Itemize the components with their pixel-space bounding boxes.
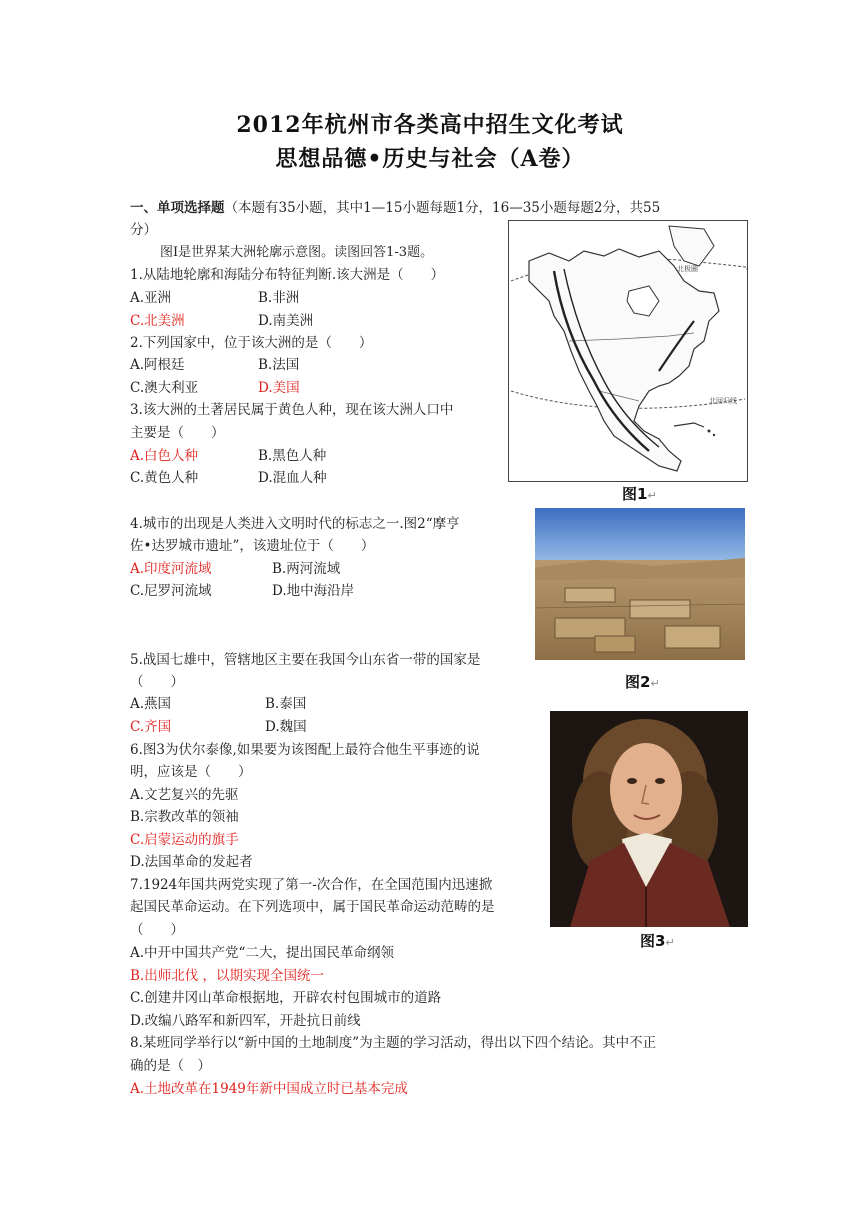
option: D.法国革命的发起者 — [130, 854, 253, 870]
option: C.创建井冈山革命根据地，开辟农村包围城市的道路 — [130, 990, 442, 1006]
question-stem: 8.某班同学举行以“新中国的土地制度”为主题的学习活动，得出以下四个结论。其中不正 — [130, 1035, 657, 1051]
figure-2-ruins-photo — [535, 508, 745, 660]
option: A.中开中国共产党“二大，提出国民革命纲领 — [130, 945, 394, 961]
option: B.非洲 — [258, 290, 300, 306]
option: A.文艺复兴的先驱 — [130, 787, 239, 803]
option: B.宗教改革的领袖 — [130, 809, 239, 825]
question-stem: 3.该大洲的土著居民属于黄色人种，现在该大洲人口中 — [130, 402, 454, 418]
option: A.亚洲 — [130, 290, 172, 306]
instructions-continued: 分） — [130, 222, 157, 238]
figure-3-voltaire-portrait — [550, 711, 748, 927]
section-instructions — [130, 197, 660, 219]
question-stem: （ ） — [130, 922, 184, 938]
option-correct: A.白色人种 — [130, 448, 199, 464]
figure-1-caption: 图1↵ — [622, 485, 657, 503]
option-correct: D.美国 — [258, 380, 300, 396]
tropic-label: 北回归线 — [709, 397, 737, 405]
option: C.黄色人种 — [130, 470, 199, 486]
portrait-icon — [550, 711, 748, 927]
question-stem: 2.下列国家中，位于该大洲的是（ ） — [130, 335, 373, 351]
question-stem: 确的是（ ） — [130, 1058, 211, 1074]
option: A.燕国 — [130, 696, 172, 712]
option: D.混血人种 — [258, 470, 327, 486]
option-correct: C.北美洲 — [130, 313, 185, 329]
question-stem: 7.1924年国共两党实现了第一-次合作，在全国范围内迅速掀 — [130, 877, 493, 893]
north-america-map-icon — [509, 221, 747, 481]
option: B.两河流域 — [272, 561, 341, 577]
question-intro: 图Ⅰ是世界某大洲轮廓示意图。读图回答1-3题。 — [160, 245, 434, 260]
question-stem: （ ） — [130, 674, 184, 690]
question-stem: 明，应该是（ ） — [130, 764, 252, 780]
question-stem: 佐•达罗城市遗址”，该遗址位于（ ） — [130, 538, 375, 554]
question-stem: 5.战国七雄中，管辖地区主要在我国今山东省一带的国家是 — [130, 652, 481, 668]
figure-3-caption: 图3↵ — [640, 932, 675, 950]
arctic-circle-label: 北极圈 — [677, 265, 698, 273]
option-correct: B.出师北伐 ，以期实现全国统一 — [130, 968, 325, 984]
option-correct: A.土地改革在1949年新中国成立时已基本完成 — [130, 1081, 408, 1097]
question-stem: 1.从陆地轮廓和海陆分布特征判断.该大洲是（ ） — [130, 267, 445, 283]
section-heading: 一、单项选择题 — [130, 200, 225, 216]
option: B.泰国 — [265, 696, 307, 712]
option: B.法国 — [258, 357, 300, 373]
figure-2-caption: 图2↵ — [625, 673, 660, 691]
question-stem: 6.图3为伏尔泰像,如果要为该图配上最符合他生平事迹的说 — [130, 742, 480, 758]
option: A.阿根廷 — [130, 357, 185, 373]
option: D.南美洲 — [258, 313, 314, 329]
question-stem: 起国民革命运动。在下列选项中，属于国民革命运动范畴的是 — [130, 899, 495, 915]
option: D.地中海沿岸 — [272, 583, 355, 599]
option-correct: C.齐国 — [130, 719, 172, 735]
page-title: 2012年杭州市各类高中招生文化考试 — [236, 112, 624, 138]
option-correct: C.启蒙运动的旗手 — [130, 832, 239, 848]
page-subtitle: 思想品德•历史与社会（A卷） — [275, 146, 585, 172]
option: D.魏国 — [265, 719, 307, 735]
option: C.尼罗河流域 — [130, 583, 212, 599]
option: B.黑色人种 — [258, 448, 327, 464]
question-stem: 4.城市的出现是人类进入文明时代的标志之一.图2“摩亨 — [130, 516, 460, 532]
instructions-text: （本题有35小题，其中1—15小题每题1分，16—35小题每题2分，共55 — [224, 200, 661, 216]
figure-1-map — [508, 220, 748, 482]
ruins-photo-icon — [535, 508, 745, 660]
option: C.澳大利亚 — [130, 380, 199, 396]
question-stem: 主要是（ ） — [130, 425, 225, 441]
option: D.改编八路军和新四军，开赴抗日前线 — [130, 1013, 361, 1029]
option-correct: A.印度河流域 — [130, 561, 212, 577]
